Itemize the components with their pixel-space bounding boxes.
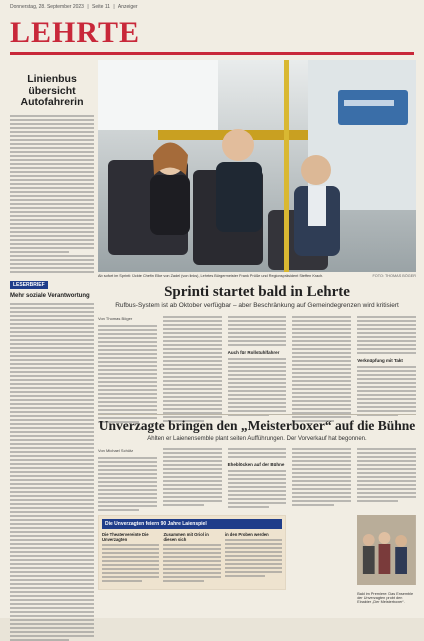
- info-box-title: Die Unverzagten feiern 90 Jahre Laienspiel: [102, 519, 282, 529]
- main-byline: Von Thomas Böger: [98, 316, 133, 321]
- info-col-1-heading: Die Theatervereinte Die Unverzagten: [102, 532, 149, 542]
- main-photo: [98, 60, 416, 272]
- second-col-5: [357, 448, 416, 515]
- info-box: [98, 515, 286, 590]
- second-byline: Von Michael Schütz: [98, 448, 134, 453]
- theater-photo-caption: Bald im Premiere: Das Ensemble der Unverzagten probt den Einakter „Der Meisterboxer“.: [357, 592, 414, 604]
- second-col-1: [98, 448, 157, 515]
- page-header: Donnerstag, 28. September 2023 | Seite 11 | Anzeiger: [10, 4, 138, 10]
- left-headline: Linienbus übersicht Autofahrerin: [20, 73, 84, 108]
- info-col-2-heading: Zusammen mit Oriol in diesen sich: [163, 532, 209, 542]
- second-subhead: Eheblöcken auf der Bühne: [227, 462, 285, 467]
- second-subheadline: Ahlten er Laienensemble plant seiten Aufführungen. Der Vorverkauf hat begonnen.: [147, 436, 367, 442]
- main-article-columns: [98, 316, 416, 414]
- header-paper: Anzeiger: [117, 4, 138, 10]
- article-col-4: [292, 316, 351, 423]
- second-headline: Unverzagte bringen den „Meisterboxer“ auf die Bühne: [98, 418, 416, 433]
- main-headline: Sprinti startet bald in Lehrte: [164, 284, 350, 300]
- subhead-takt: Verknüpfung mit Takt: [357, 358, 403, 363]
- header-page: Seite 11: [92, 4, 111, 10]
- info-col-3-heading: in den Proben werden: [224, 532, 269, 537]
- article-col-2: [163, 316, 222, 423]
- info-col-1: [102, 532, 159, 582]
- article-col-3: [228, 316, 287, 423]
- main-subheadline: Rufbus-System ist ab Oktober verfügbar – aber Beschränkung auf Gemeindegrenzen wird kritisiert: [115, 302, 399, 309]
- bus-interior-photo: [98, 60, 416, 272]
- second-col-2: [163, 448, 222, 515]
- left-letter-text: [10, 303, 94, 641]
- photo-credit: FOTO: THOMAS BÖGER: [372, 274, 416, 278]
- article-col-5: [357, 316, 416, 423]
- section-title: LEHRTE: [10, 16, 140, 49]
- left-article-text: [10, 115, 94, 273]
- theater-photo: [357, 515, 416, 585]
- second-article-columns: [98, 448, 416, 608]
- left-subhead: Mehr soziale Verantwortung: [10, 292, 90, 299]
- photo-caption: Ab sofort im Sprinti: Ückte Chefin Elke von Zadel (von links), Lehrtes Bürgermeister Frank Prüße und Regionspräsident Steffen Krach.: [98, 274, 324, 278]
- info-col-2: [163, 532, 220, 582]
- left-column: [10, 60, 94, 610]
- letter-badge: LESERBRIEF: [10, 281, 48, 289]
- section-banner: [10, 14, 414, 55]
- second-col-4: [292, 448, 351, 515]
- article-col-1: [98, 316, 157, 423]
- header-date: Donnerstag, 28. September 2023: [10, 4, 84, 10]
- ensemble-photo: [357, 515, 416, 585]
- section-divider: [98, 414, 416, 415]
- second-col-3: [228, 448, 287, 515]
- info-col-3: [225, 532, 282, 582]
- subhead-rollstuhl: Auch für Rollstuhlfahrer: [227, 350, 280, 355]
